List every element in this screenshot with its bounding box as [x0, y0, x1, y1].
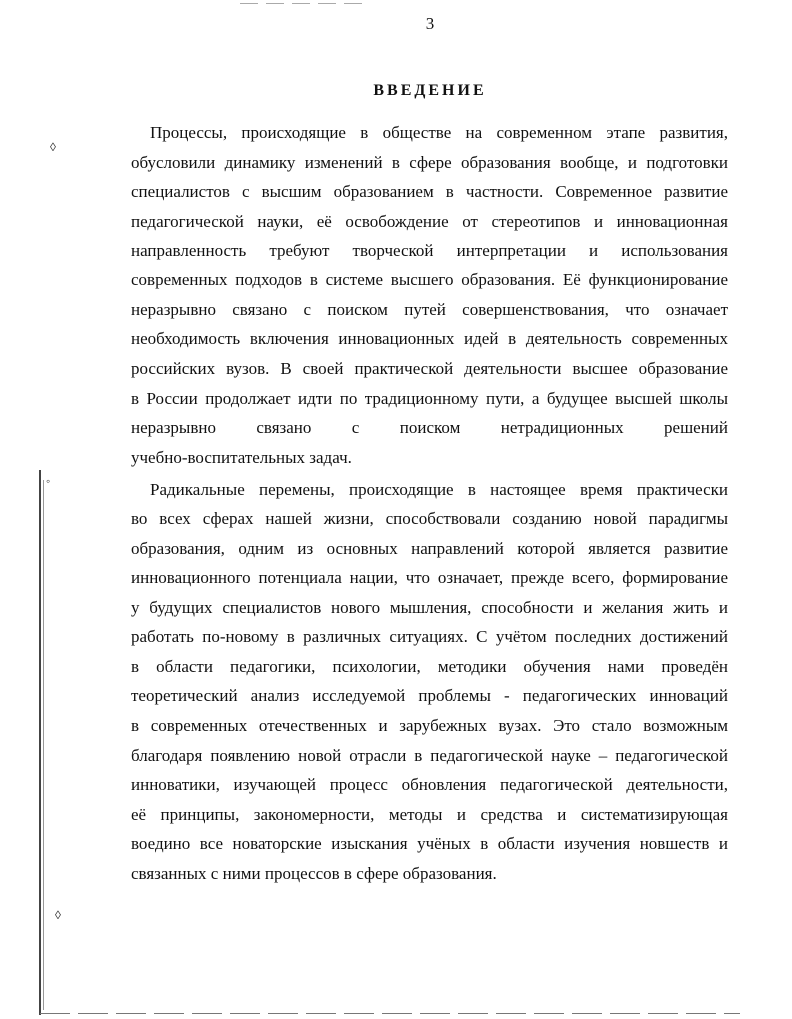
paragraph-1-line-10: в России продолжает идти по традиционному пути, а будущее высшей школы: [131, 389, 728, 408]
paragraph-1-line-6: современных подходов в системе высшего образования. Её функционирование: [131, 270, 728, 289]
paragraph-2-line-6: работать по-новому в различных ситуациях. С учётом последних достижений: [131, 627, 728, 646]
paragraph-2-line-10: благодаря появлению новой отрасли в педагогической науке – педагогической: [131, 746, 728, 765]
paragraph-2-line-3: образования, одним из основных направлений которой является развитие: [131, 539, 728, 558]
paragraph-2-line-5: у будущих специалистов нового мышления, способности и желания жить и: [131, 598, 728, 617]
paragraph-1-line-4: педагогической науки, её освобождение от стереотипов и инновационная: [131, 212, 728, 231]
paragraph-2-line-1: Радикальные перемены, происходящие в настоящее время практически: [150, 480, 728, 499]
paragraph-2-line-9: в современных отечественных и зарубежных вузах. Это стало возможным: [131, 716, 728, 735]
scan-top-rule: [240, 3, 370, 4]
paragraph-2-line-12: её принципы, закономерности, методы и средства и систематизирующая: [131, 805, 728, 824]
paragraph-1-line-3: специалистов с высшим образованием в частности. Современное развитие: [131, 182, 728, 201]
paragraph-1-line-12: учебно-воспитательных задач.: [131, 448, 352, 467]
paragraph-2-line-2: во всех сферах нашей жизни, способствовали созданию новой парадигмы: [131, 509, 728, 528]
paragraph-1-line-11: неразрывно связано с поиском нетрадиционных решений: [131, 418, 728, 437]
paragraph-1-line-1: Процессы, происходящие в обществе на современном этапе развития,: [150, 123, 728, 142]
paragraph-1-line-8: необходимость включения инновационных идей в деятельность современных: [131, 329, 728, 348]
paragraph-1-line-7: неразрывно связано с поиском путей совершенствования, что означает: [131, 300, 728, 319]
paragraph-1-line-5: направленность требуют творческой интерпретации и использования: [131, 241, 728, 260]
paragraph-2-line-11: инноватики, изучающей процесс обновления педагогической деятельности,: [131, 775, 728, 794]
punch-hole-mark-icon: ◊: [50, 140, 56, 154]
paragraph-1-line-9: российских вузов. В своей практической деятельности высшее образование: [131, 359, 728, 378]
paragraph-2-line-7: в области педагогики, психологии, методики обучения нами проведён: [131, 657, 728, 676]
paragraph-2-line-14: связанных с ними процессов в сфере образования.: [131, 864, 497, 883]
paragraph-1-line-2: обусловили динамику изменений в сфере образования вообще, и подготовки: [131, 153, 728, 172]
scan-binding-edge: [39, 470, 41, 1015]
scan-bottom-rule: [40, 1013, 740, 1014]
punch-hole-mark-icon: ◊: [55, 908, 61, 922]
paragraph-2-line-13: воедино все новаторские изыскания учёных в области изучения новшеств и: [131, 834, 728, 853]
section-heading: ВВЕДЕНИЕ: [373, 82, 487, 99]
scan-binding-shadow: [43, 480, 44, 1010]
punch-hole-mark-icon: ◦: [46, 474, 51, 488]
page-number: 3: [425, 14, 435, 33]
paragraph-2-line-4: инновационного потенциала нации, что означает, прежде всего, формирование: [131, 568, 728, 587]
paragraph-2-line-8: теоретический анализ исследуемой проблемы - педагогических инноваций: [131, 686, 728, 705]
